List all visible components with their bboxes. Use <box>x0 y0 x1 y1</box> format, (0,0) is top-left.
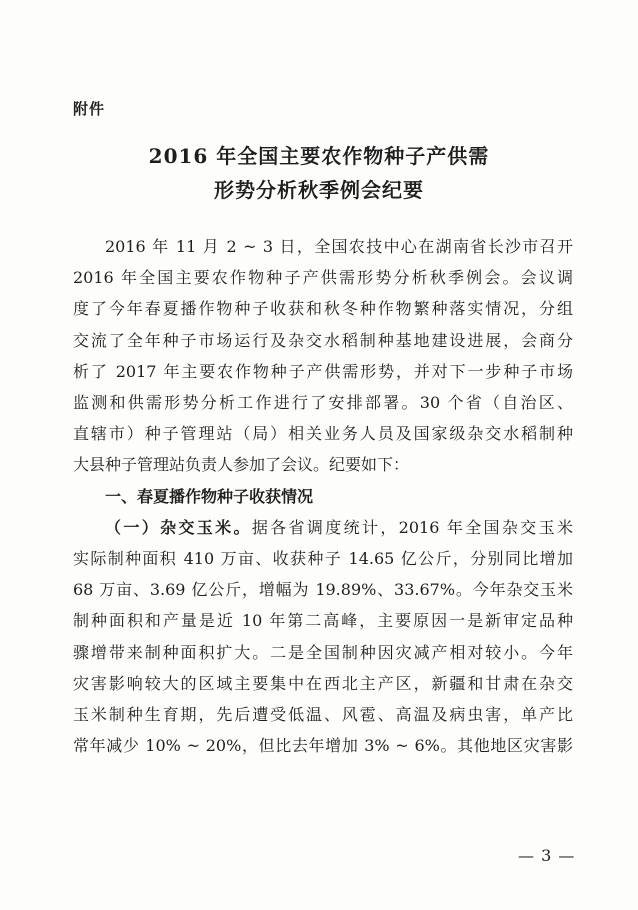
section-heading: 一、春夏播作物种子收获情况 <box>105 486 314 506</box>
subsection-first-line-text: 据各省调度统计，2016 年全国杂交玉米 <box>251 517 573 537</box>
paragraph-line: 直辖市）种子管理站（局）相关业务人员及国家级杂交水稻制种 <box>73 424 573 444</box>
paragraph-line: 监测和供需形势分析工作进行了安排部署。30 个省（自治区、 <box>73 393 573 413</box>
page-number: — 3 — <box>518 846 576 865</box>
paragraph-line: 析了 2017 年主要农作物种子产供需形势，并对下一步种子市场 <box>73 361 573 381</box>
paragraph-line: 大县种子管理站负责人参加了会议。纪要如下： <box>73 455 410 475</box>
paragraph-line: 灾害影响较大的区域主要集中在西北主产区，新疆和甘肃在杂交 <box>73 673 573 693</box>
attachment-label: 附件 <box>73 100 106 118</box>
paragraph-line: 交流了全年种子市场运行及杂交水稻制种基地建设进展，会商分 <box>73 330 573 350</box>
paragraph-line: 实际制种面积 410 万亩、收获种子 14.65 亿公斤，分别同比增加 <box>73 549 573 569</box>
paragraph-line: 常年减少 10% ~ 20%，但比去年增加 3% ~ 6%。其他地区灾害影 <box>73 736 573 756</box>
subsection-heading: （一）杂交玉米。 <box>105 517 252 537</box>
paragraph-line: 68 万亩、3.69 亿公斤，增幅为 19.89%、33.67%。今年杂交玉米 <box>73 580 573 600</box>
paragraph-line: 2016 年全国主要农作物种子产供需形势分析秋季例会。会议调 <box>73 268 573 288</box>
subsection-first-line <box>73 512 573 543</box>
paragraph-line: 度了今年春夏播作物种子收获和秋冬种作物繁种落实情况，分组 <box>73 299 573 319</box>
paragraph-line: 2016 年 11 月 2 ~ 3 日，全国农技中心在湖南省长沙市召开 <box>105 237 573 256</box>
document-title-line-2: 形势分析秋季例会纪要 <box>214 178 424 202</box>
paragraph-line: 制种面积和产量是近 10 年第二高峰，主要原因一是新审定品种 <box>73 611 573 631</box>
document-title-line-1: 2016 年全国主要农作物种子产供需 <box>148 144 490 168</box>
document-body <box>73 231 573 761</box>
paragraph-line: 玉米制种生育期，先后遭受低温、风雹、高温及病虫害，单产比 <box>73 705 573 725</box>
paragraph-line: 骤增带来制种面积扩大。二是全国制种因灾减产相对较小。今年 <box>73 642 573 662</box>
